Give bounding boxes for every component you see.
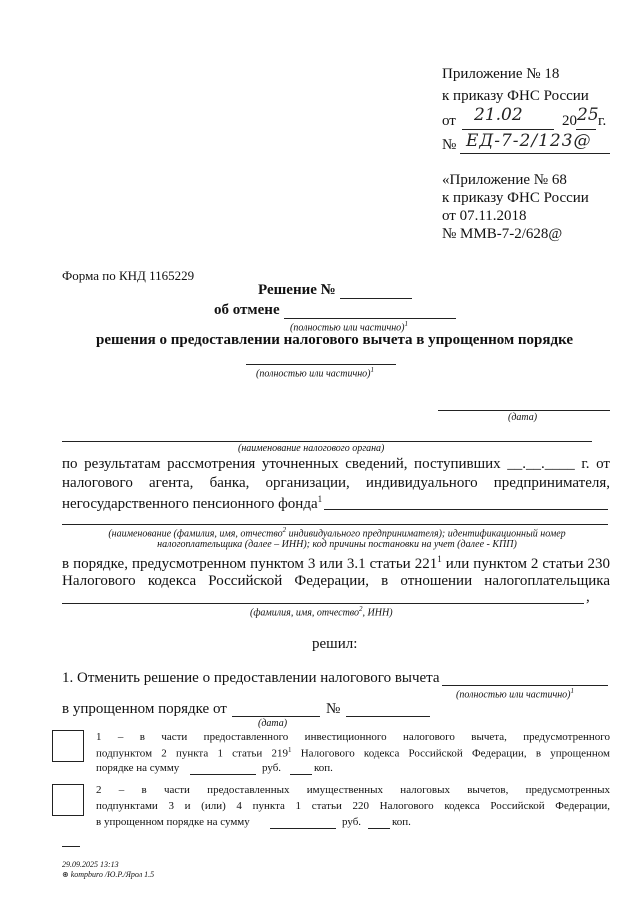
para1-line2: налогового агента, банка, организации, индивидуального предпринимателя, <box>62 475 610 491</box>
option2-line3: в упрощенном порядке на сумму <box>96 816 250 828</box>
option2-kop: коп. <box>392 816 411 828</box>
para2-line2: Налогового кодекса Российской Федерации, в отношении налогоплательщика <box>62 573 610 589</box>
cancel-label: об отмене <box>214 302 280 318</box>
form-code: Форма по КНД 1165229 <box>62 268 195 283</box>
main-title-line <box>246 364 396 365</box>
option1-checkbox[interactable] <box>52 730 84 762</box>
number-label: № <box>442 137 457 153</box>
para2-line1: в порядке, предусмотренном пунктом 3 или 3.1 статьи $221^1$ или пунктом 2 статьи 230 <box>62 554 610 572</box>
cancel-line <box>284 318 456 319</box>
option2-rub: руб. <box>342 816 362 828</box>
agent-hint-line1: (наименование (фамилия, имя, отчество$^2$ индивидуального предпринимателя); идентификационный номер <box>108 526 566 540</box>
option1-line1: 1 – в части предоставленного инвестиционного налогового вычета, предусмотренного <box>96 731 610 743</box>
decision-label: Решение № <box>258 282 336 298</box>
agent-line <box>62 524 608 525</box>
from-label: от <box>442 113 456 129</box>
item1-hint: (полностью или частично)$^1$ <box>456 687 575 701</box>
authority-line <box>62 441 592 442</box>
option1-line3: порядке на сумму <box>96 762 180 774</box>
resolved-label: решил: <box>312 636 358 652</box>
taxpayer-line <box>62 603 584 604</box>
agent-hint-line2: налогоплательщика (далее – ИНН); код причины постановки на учет (далее - КПП) <box>157 539 517 550</box>
date-hint: (дата) <box>508 412 538 423</box>
para1-line1: по результатам рассмотрения уточненных сведений, поступивших __.__.____ г. от <box>62 456 610 472</box>
handwritten-date: 21.02 <box>474 105 523 125</box>
option1-rub-line <box>190 774 256 775</box>
footer-user: ⊛ kompburo /Ю.Р./Ярол 1.5 <box>62 870 155 879</box>
date-underline <box>462 129 554 130</box>
option2-line2: подпунктами 3 и (или) 4 пункта 1 статьи 220 Налогового кодекса Российской Федерации, <box>96 800 610 812</box>
fund-line <box>324 509 608 510</box>
footnote-separator <box>62 846 80 847</box>
option2-checkbox[interactable] <box>52 784 84 816</box>
taxpayer-comma: , <box>586 589 590 605</box>
year-prefix: 20 <box>562 113 577 129</box>
item1-text: 1. Отменить решение о предоставлении налогового вычета <box>62 670 440 686</box>
option2-rub-line <box>270 828 336 829</box>
number-underline <box>460 153 610 154</box>
appendix-line: Приложение № 18 <box>442 66 560 82</box>
item1-number-line <box>346 716 430 717</box>
item1-date-hint: (дата) <box>258 718 288 729</box>
date-line <box>438 410 610 411</box>
decision-number-line <box>340 298 412 299</box>
option1-kop: коп. <box>314 762 333 774</box>
authority-hint: (наименование налогового органа) <box>238 443 385 454</box>
quote-line-2: к приказу ФНС России <box>442 190 589 206</box>
order-line: к приказу ФНС России <box>442 88 589 104</box>
main-title: решения о предоставлении налогового вычета в упрощенном порядке <box>96 332 574 348</box>
main-title-hint: (полностью или частично)$^1$ <box>256 366 375 380</box>
handwritten-number: ЕД-7-2/123@ <box>466 131 592 151</box>
option1-line2: подпунктом 2 пункта 1 статьи $219^1$ Налогового кодекса Российской Федерации, в упрощенном <box>96 746 611 760</box>
handwritten-year: 25 <box>577 105 599 125</box>
item1-number-label: № <box>326 701 341 717</box>
user-icon: ⊛ <box>62 870 69 879</box>
quote-line-3: от 07.11.2018 <box>442 208 527 224</box>
option2-kop-line <box>368 828 390 829</box>
quote-line-4: № ММВ-7-2/628@ <box>442 226 563 242</box>
item1-line2: в упрощенном порядке от <box>62 701 227 717</box>
cancel-hint: (полностью или частично)$^1$ <box>290 320 409 334</box>
footer-timestamp: 29.09.2025 13:13 <box>62 860 119 869</box>
year-underline <box>576 129 596 130</box>
year-suffix: г. <box>598 113 607 129</box>
item1-extent-line <box>442 685 608 686</box>
para1-line3: негосударственного пенсионного фонда$^1$ <box>62 494 323 512</box>
option2-line1: 2 – в части предоставленных имущественных налоговых вычетов, предусмотренных <box>96 784 610 796</box>
taxpayer-hint: (фамилия, имя, отчество$^2$, ИНН) <box>250 605 393 619</box>
option1-rub: руб. <box>262 762 282 774</box>
item1-date-line <box>232 716 320 717</box>
option1-kop-line <box>290 774 312 775</box>
quote-line-1: «Приложение № 68 <box>442 172 567 188</box>
